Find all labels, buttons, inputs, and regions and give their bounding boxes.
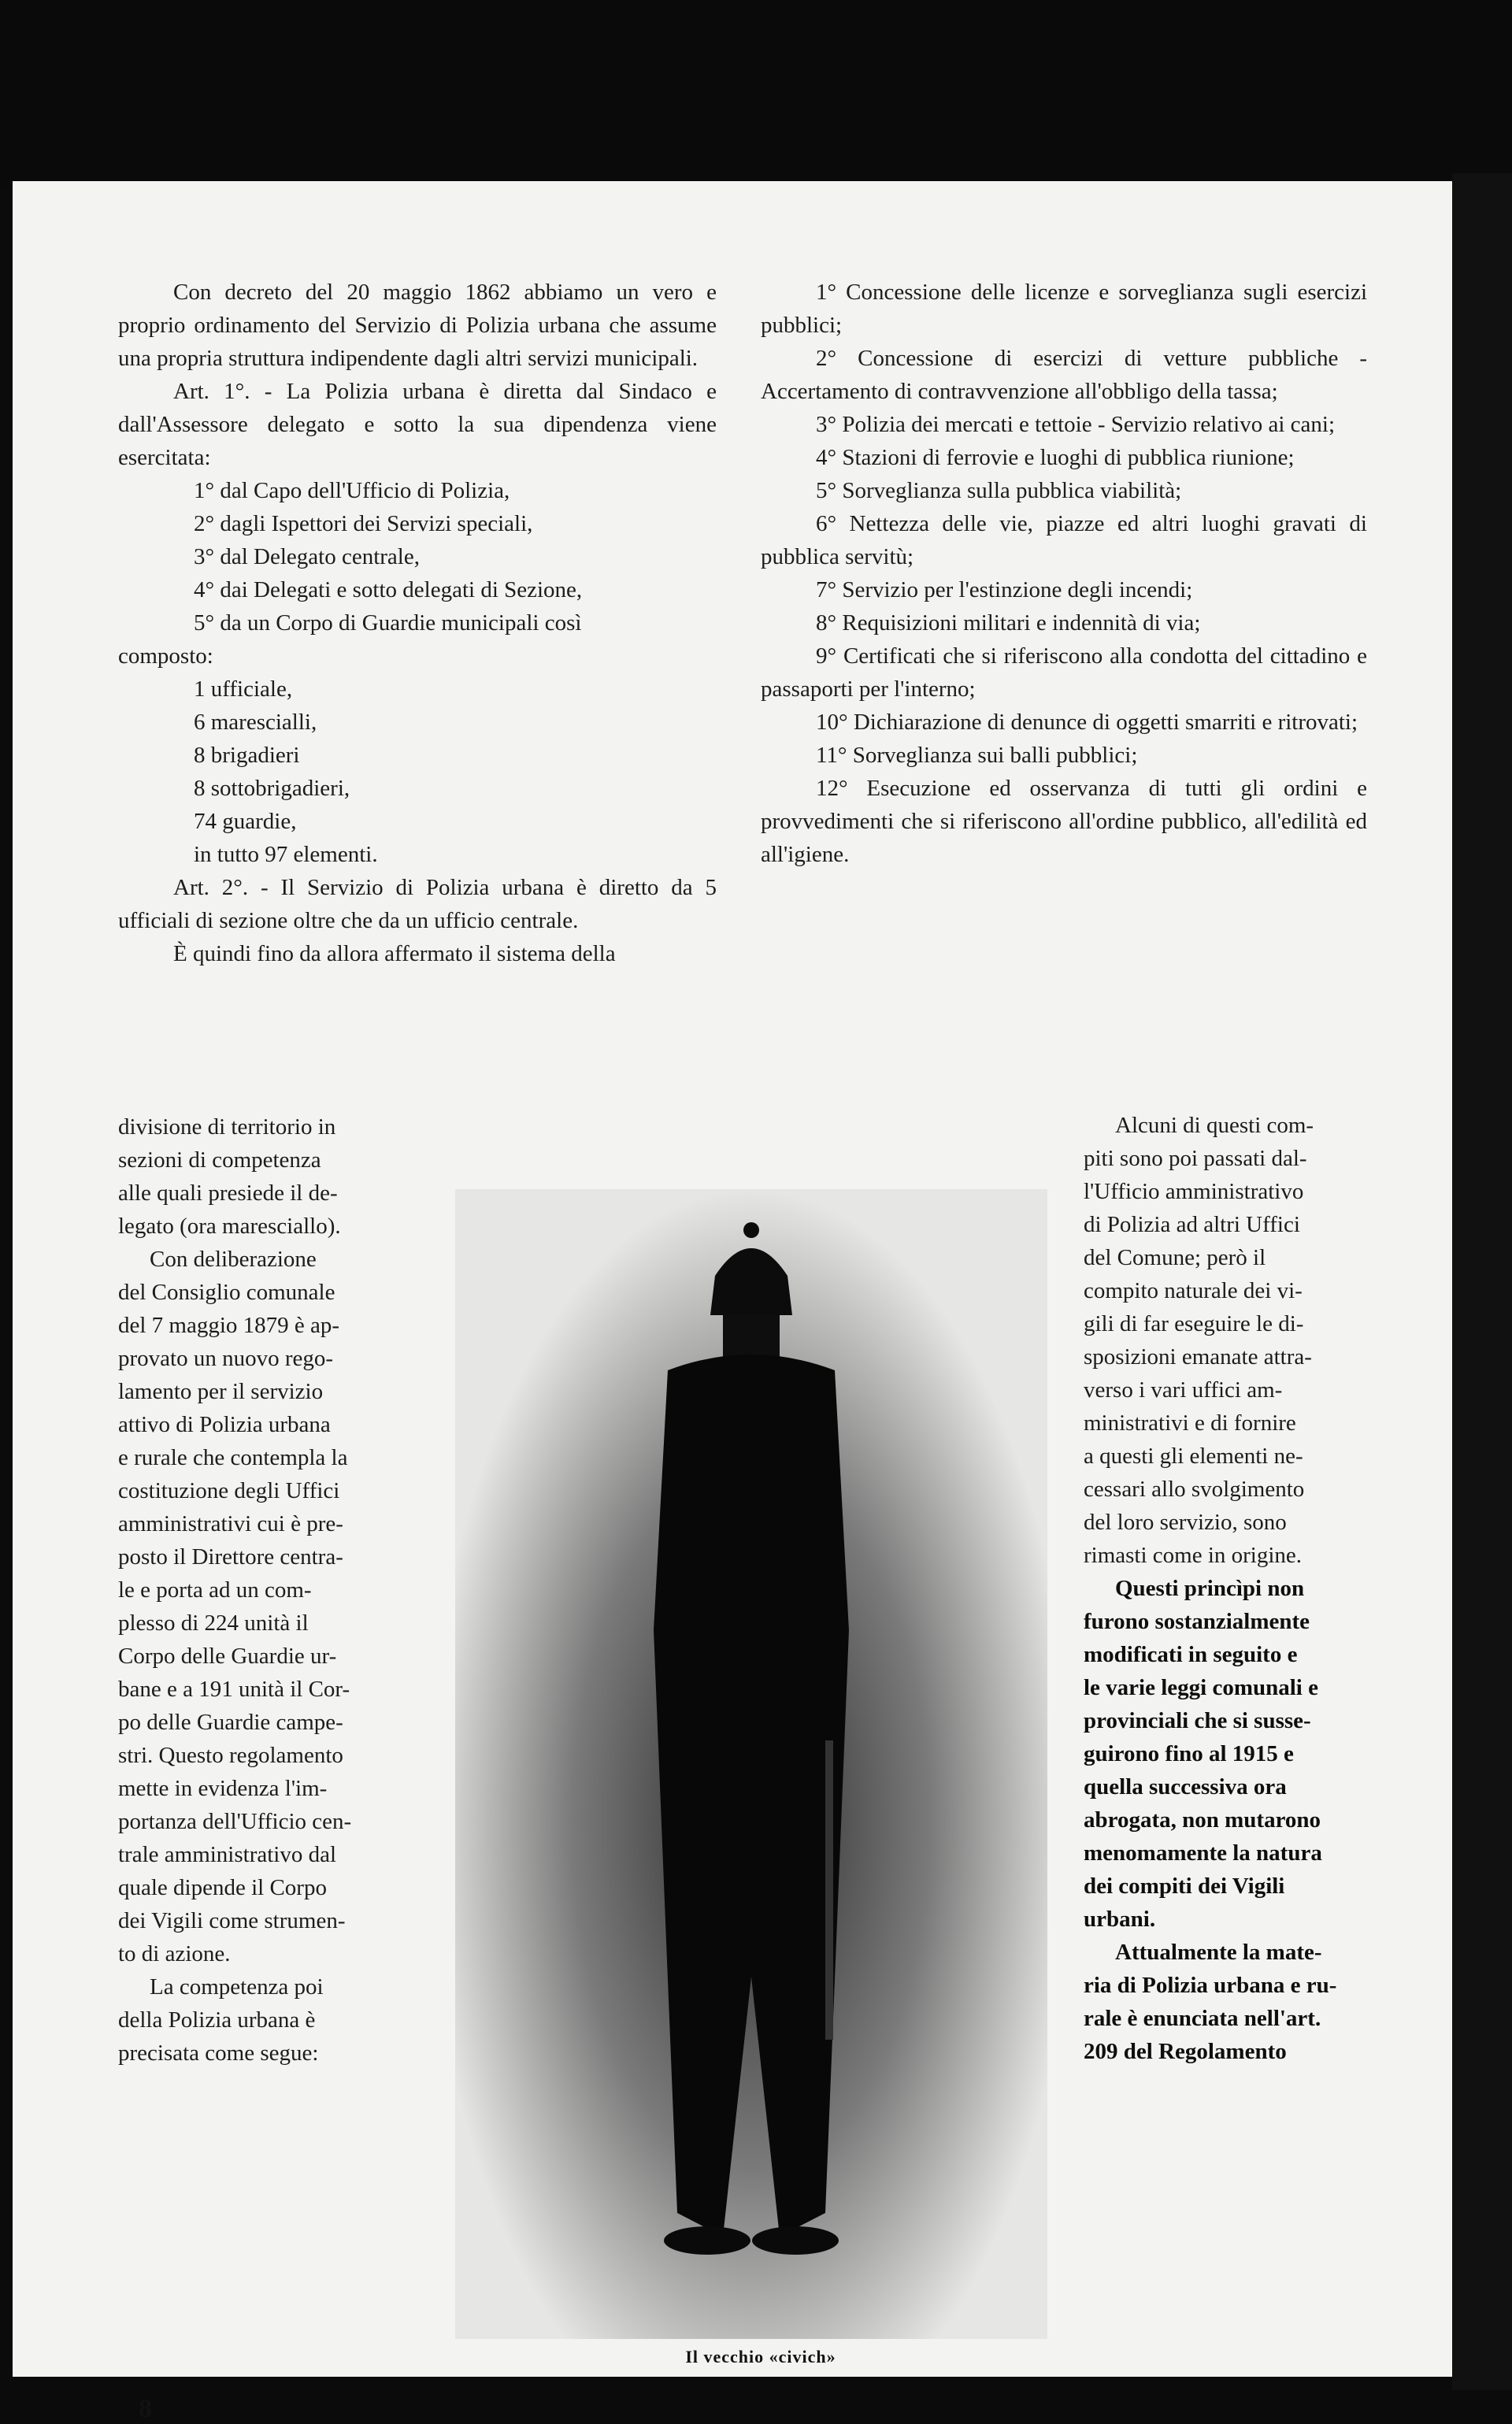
text-line: to di azione.	[118, 1941, 231, 1966]
text-line: dei Vigili come strumen-	[118, 1908, 346, 1933]
text-line: sposizioni emanate attra-	[1084, 1344, 1312, 1370]
text-line: provato un nuovo rego-	[118, 1346, 334, 1371]
text-line: Corpo delle Guardie ur-	[118, 1644, 337, 1669]
page-number: 8	[139, 2394, 152, 2423]
text-line: costituzione degli Uffici	[118, 1478, 340, 1503]
text-line: po delle Guardie campe-	[118, 1710, 343, 1735]
text-line: del Comune; però il	[1084, 1245, 1266, 1270]
list-item: composto:	[118, 643, 213, 669]
art1-paragraph: Art. 1°. - La Polizia urbana è diretta dal Sindaco e dall'Assessore delegato e sotto la sua dipendenza viene esercitata:	[118, 379, 717, 470]
competence-list	[761, 276, 1367, 871]
text-line: Con deliberazione	[150, 1247, 317, 1272]
scan-right-border	[1452, 173, 1512, 2390]
list-item: 11° Sorveglianza sui balli pubblici;	[816, 743, 1138, 768]
list-item: 1 ufficiale,	[194, 676, 293, 702]
photo-caption: Il vecchio «civich»	[685, 2347, 836, 2367]
art2-paragraph: Art. 2°. - Il Servizio di Polizia urbana è diretto da 5 ufficiali di sezione oltre che da un ufficio centrale.	[118, 875, 717, 933]
text-line: ministrativi e di fornire	[1084, 1410, 1296, 1436]
text-line: del Consiglio comunale	[118, 1280, 335, 1305]
list-item: 1° Concessione delle licenze e sorveglianza sugli esercizi pubblici;	[761, 280, 1367, 338]
text-line: gili di far eseguire le di-	[1084, 1311, 1304, 1336]
text-line: provinciali che si susse-	[1084, 1708, 1311, 1733]
text-line: Questi princìpi non	[1115, 1576, 1305, 1601]
intro-paragraph: Con decreto del 20 maggio 1862 abbiamo un vero e proprio ordinamento del Servizio di Polizia urbana che assume una propria struttura indipendente dagli altri servizi municipali.	[118, 280, 717, 371]
list-item: 3° dal Delegato centrale,	[194, 544, 420, 569]
text-line: lamento per il servizio	[118, 1379, 324, 1404]
text-line: quella successiva ora	[1084, 1774, 1287, 1799]
list-item: 5° da un Corpo di Guardie municipali così	[194, 610, 582, 636]
text-line: Attualmente la mate-	[1115, 1940, 1322, 1965]
text-line: plesso di 224 unità il	[118, 1610, 309, 1636]
text-line: urbani.	[1084, 1907, 1156, 1932]
text-line: precisata come segue:	[118, 2040, 319, 2066]
text-line: rimasti come in origine.	[1084, 1543, 1303, 1568]
list-item: 8 brigadieri	[194, 743, 300, 768]
list-item: in tutto 97 elementi.	[194, 842, 378, 867]
text-line: della Polizia urbana è	[118, 2007, 316, 2033]
text-line: modificati in seguito e	[1084, 1642, 1298, 1667]
left-narrow-column	[118, 1110, 402, 2070]
list-item: 6° Nettezza delle vie, piazze ed altri luoghi gravati di pubblica servitù;	[761, 511, 1367, 569]
list-item: 7° Servizio per l'estinzione degli incendi;	[816, 577, 1193, 602]
text-line: abrogata, non mutarono	[1084, 1807, 1321, 1833]
text-line: posto il Direttore centra-	[118, 1544, 343, 1570]
list-item: 8° Requisizioni militari e indennità di via;	[816, 610, 1201, 636]
list-item: 10° Dichiarazione di denunce di oggetti smarriti e ritrovati;	[816, 710, 1358, 735]
quindi-paragraph: È quindi fino da allora affermato il sistema della	[173, 941, 616, 966]
text-line: trale amministrativo dal	[118, 1842, 337, 1867]
text-line: di Polizia ad altri Uffici	[1084, 1212, 1300, 1237]
text-line: del 7 maggio 1879 è ap-	[118, 1313, 340, 1338]
text-line: piti sono poi passati dal-	[1084, 1146, 1307, 1171]
text-line: a questi gli elementi ne-	[1084, 1444, 1303, 1469]
text-line: rale è enunciata nell'art.	[1084, 2006, 1321, 2031]
text-line: guirono fino al 1915 e	[1084, 1741, 1294, 1766]
text-line: quale dipende il Corpo	[118, 1875, 327, 1900]
text-line: compito naturale dei vi-	[1084, 1278, 1303, 1303]
vigile-photo	[455, 1189, 1047, 2339]
text-line: del loro servizio, sono	[1084, 1510, 1287, 1535]
text-line: 209 del Regolamento	[1084, 2039, 1287, 2064]
art1-list	[118, 474, 717, 673]
text-line: e rurale che contempla la	[118, 1445, 348, 1470]
corpo-list	[118, 673, 717, 871]
text-line: ria di Polizia urbana e ru-	[1084, 1973, 1337, 1998]
list-item: 74 guardie,	[194, 809, 297, 834]
list-item: 1° dal Capo dell'Ufficio di Polizia,	[194, 478, 510, 503]
text-line: attivo di Polizia urbana	[118, 1412, 331, 1437]
text-line: menomamente la natura	[1084, 1840, 1322, 1866]
text-line: le e porta ad un com-	[118, 1577, 312, 1603]
text-line: stri. Questo regolamento	[118, 1743, 343, 1768]
list-item: 2° dagli Ispettori dei Servizi speciali,	[194, 511, 533, 536]
list-item: 5° Sorveglianza sulla pubblica viabilità;	[816, 478, 1182, 503]
vigile-silhouette	[455, 1189, 1047, 2339]
text-line: divisione di territorio in	[118, 1114, 336, 1140]
list-item: 4° Stazioni di ferrovie e luoghi di pubblica riunione;	[816, 445, 1295, 470]
left-column	[118, 276, 717, 970]
text-line: verso i vari uffici am-	[1084, 1377, 1283, 1403]
right-column	[761, 276, 1367, 871]
text-line: bane e a 191 unità il Cor-	[118, 1677, 350, 1702]
text-line: mette in evidenza l'im-	[118, 1776, 328, 1801]
list-item: 9° Certificati che si riferiscono alla condotta del cittadino e passaporti per l'interno;	[761, 643, 1367, 702]
text-line: le varie leggi comunali e	[1084, 1675, 1318, 1700]
text-line: Alcuni di questi com-	[1115, 1113, 1314, 1138]
text-line: legato (ora maresciallo).	[118, 1214, 341, 1239]
text-line: cessari allo svolgimento	[1084, 1477, 1305, 1502]
text-line: furono sostanzialmente	[1084, 1609, 1310, 1634]
list-item: 2° Concessione di esercizi di vetture pubbliche - Accertamento di contravvenzione all'obbligo della tassa;	[761, 346, 1367, 404]
right-narrow-column	[1084, 1109, 1367, 2068]
text-line: alle quali presiede il de-	[118, 1180, 338, 1206]
text-line: sezioni di competenza	[118, 1147, 321, 1173]
text-line: amministrativi cui è pre-	[118, 1511, 343, 1536]
list-item: 3° Polizia dei mercati e tettoie - Servizio relativo ai cani;	[816, 412, 1336, 437]
text-line: portanza dell'Ufficio cen-	[118, 1809, 352, 1834]
text-line: La competenza poi	[150, 1974, 324, 2000]
text-line: dei compiti dei Vigili	[1084, 1874, 1285, 1899]
text-line: l'Ufficio amministrativo	[1084, 1179, 1304, 1204]
document-page	[13, 181, 1452, 2423]
list-item: 8 sottobrigadieri,	[194, 776, 350, 801]
list-item: 4° dai Delegati e sotto delegati di Sezione,	[194, 577, 583, 602]
list-item: 12° Esecuzione ed osservanza di tutti gli ordini e provvedimenti che si riferiscono all'ordine pubblico, all'edilità ed all'igiene.	[761, 776, 1367, 867]
list-item: 6 marescialli,	[194, 710, 317, 735]
scan-top-border	[0, 0, 1512, 189]
